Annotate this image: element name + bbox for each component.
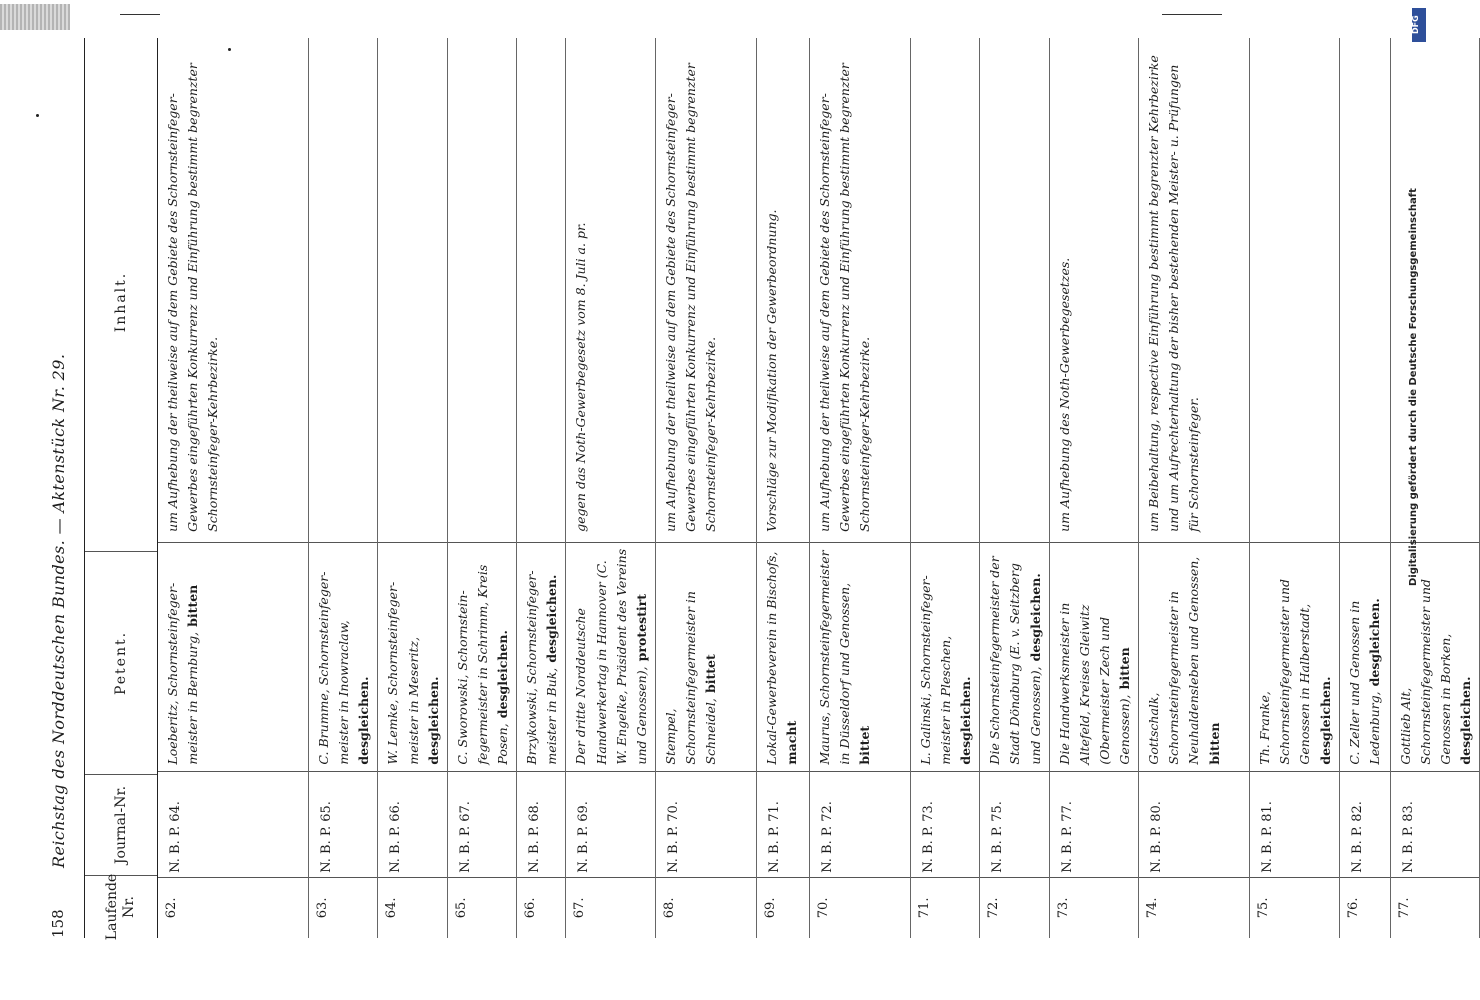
cell-inhalt: [309, 38, 377, 542]
petent-text: W. Lemke, Schornsteinfeger-meister in Meseritz,: [385, 581, 421, 765]
petent-action: protestirt: [633, 594, 649, 662]
petent-text: C. Zeller und Genossen in Ledenburg,: [1346, 600, 1382, 765]
row-number: 73.: [1055, 897, 1071, 919]
petent-text: Die Schornsteinfegermeister der Stadt Dönaburg (E. v. Seitzberg und Genossen),: [987, 556, 1043, 765]
petent-action: bitten: [185, 584, 201, 627]
row-number: 71.: [916, 897, 932, 919]
journal-number: N. B. P. 67.: [457, 801, 473, 873]
table-row: [810, 38, 911, 938]
cell-inhalt: [1250, 38, 1339, 542]
cell-laufende-nr: [1340, 877, 1390, 938]
running-header: [38, 38, 78, 938]
cell-petent: [378, 542, 446, 771]
cell-petent: [1050, 542, 1139, 771]
cell-laufende-nr: [1391, 877, 1480, 938]
cell-journal-nr: [378, 771, 446, 877]
row-number: 66.: [523, 897, 539, 919]
row-number: 72.: [986, 897, 1002, 919]
petent-action: desgleichen.: [356, 676, 372, 765]
col-header-journal-nr: Journal-Nr.: [85, 774, 157, 875]
inhalt-text: um Beibehaltung, respective Einführung bestimmt begrenzter Kehrbezirke und um Aufrechterhaltung der bisher bestehenden Meister- u. Prüfungen für Schornsteinfeger.: [1146, 55, 1202, 532]
cell-petent: [158, 542, 308, 771]
cell-petent: [1250, 542, 1339, 771]
petent-action: desgleichen.: [544, 574, 560, 663]
cell-inhalt: [1391, 38, 1480, 542]
cell-journal-nr: [1050, 771, 1139, 877]
journal-number: N. B. P. 82.: [1349, 801, 1365, 873]
dfg-credit: Digitalisierung gefördert durch die Deutsche Forschungsgemeinschaft: [1408, 188, 1419, 586]
cell-petent: [448, 542, 516, 771]
cell-journal-nr: [1250, 771, 1339, 877]
journal-number: N. B. P. 75.: [990, 801, 1006, 873]
table-header: [84, 38, 158, 941]
petent-action: desgleichen.: [1366, 598, 1382, 687]
cell-journal-nr: [656, 771, 756, 877]
table-row: [378, 38, 447, 938]
cell-petent: [757, 542, 809, 771]
petent-text: C. Brumme, Schornsteinfeger-meister in Inowraclaw,: [316, 571, 352, 765]
petent-action: desgleichen.: [958, 676, 974, 765]
table-row: [517, 38, 566, 938]
row-number: 69.: [762, 897, 778, 919]
journal-number: N. B. P. 68.: [527, 801, 543, 873]
petent-text: Brzykowski, Schornsteinfeger-meister in Buk,: [524, 570, 560, 765]
cell-laufende-nr: [158, 877, 308, 938]
row-number: 70.: [815, 897, 831, 919]
cell-inhalt: [911, 38, 979, 542]
row-number: 68.: [661, 897, 677, 919]
cell-petent: [911, 542, 979, 771]
row-number: 74.: [1145, 897, 1161, 919]
inhalt-text: Vorschläge zur Modifikation der Gewerbeordnung.: [763, 209, 779, 532]
cell-inhalt: [448, 38, 516, 542]
petent-action: macht: [784, 720, 799, 765]
petent-action: bitten: [1206, 722, 1222, 765]
inhalt-text: um Aufhebung der theilweise auf dem Gebiete des Schornsteinfeger-Gewerbes eingeführten Konkurrenz und Einführung bestimmt begrenzter Schornsteinfeger-Kehrbezirke.: [816, 63, 873, 532]
cell-journal-nr: [757, 771, 809, 877]
table-row: [1250, 38, 1340, 938]
petent-text: Die Handwerksmeister in Altefeld, Kreises Gleiwitz (Obermeister Zech und Genossen),: [1056, 602, 1132, 765]
journal-number: N. B. P. 69.: [576, 801, 592, 873]
cell-inhalt: [757, 38, 809, 542]
inhalt-text: um Aufhebung der theilweise auf dem Gebiete des Schornsteinfeger-Gewerbes eingeführten Konkurrenz und Einführung bestimmt begrenzter Schornsteinfeger-Kehrbezirke.: [662, 63, 719, 532]
table-row: [309, 38, 378, 938]
digitization-sidebar: [1408, 0, 1432, 1000]
cell-laufende-nr: [980, 877, 1048, 938]
cell-laufende-nr: [566, 877, 655, 938]
dfg-logo-text: DFG: [1411, 15, 1420, 35]
table-row: [158, 38, 309, 938]
journal-number: N. B. P. 77.: [1059, 801, 1075, 873]
cell-journal-nr: [980, 771, 1048, 877]
row-number: 76.: [1345, 897, 1361, 919]
cell-journal-nr: [1391, 771, 1480, 877]
inhalt-text: um Aufhebung des Noth-Gewerbegesetzes.: [1056, 257, 1072, 532]
cell-laufende-nr: [1250, 877, 1339, 938]
cell-journal-nr: [448, 771, 516, 877]
cell-laufende-nr: [378, 877, 446, 938]
row-number: 63.: [315, 897, 330, 919]
cell-journal-nr: [158, 771, 308, 877]
cell-laufende-nr: [810, 877, 910, 938]
page-number: 158: [49, 909, 67, 938]
petent-text: L. Galinski, Schornsteinfeger-meister in Pleschen,: [917, 575, 953, 765]
table-row: [656, 38, 757, 938]
inhalt-text: um Aufhebung der theilweise auf dem Gebiete des Schornsteinfeger-Gewerbes eingeführten Konkurrenz und Einführung bestimmt begrenzter Schornsteinfeger-Kehrbezirke.: [165, 63, 221, 532]
row-number: 65.: [453, 897, 469, 919]
cell-journal-nr: [309, 771, 377, 877]
cell-laufende-nr: [656, 877, 756, 938]
table-row: [980, 38, 1049, 938]
table-row: [757, 38, 810, 938]
cell-laufende-nr: [911, 877, 979, 938]
petent-action: desgleichen.: [1317, 676, 1333, 765]
cell-journal-nr: [911, 771, 979, 877]
cell-journal-nr: [810, 771, 910, 877]
cell-petent: [1340, 542, 1390, 771]
cell-journal-nr: [1139, 771, 1249, 877]
row-number: 64.: [384, 897, 400, 919]
cell-inhalt: [980, 38, 1048, 542]
petent-action: bittet: [703, 654, 719, 694]
cell-petent: [517, 542, 565, 771]
petent-action: desgleichen.: [425, 676, 441, 765]
cell-inhalt: [158, 38, 308, 542]
petent-text: Lokal-Gewerbeverein in Bischofs,: [763, 551, 779, 765]
cell-inhalt: [810, 38, 910, 542]
cell-journal-nr: [517, 771, 565, 877]
cell-petent: [656, 542, 756, 771]
cell-laufende-nr: [517, 877, 565, 938]
petent-text: Der dritte Norddeutsche Handwerkertag in Hannover (C. W. Engelke, Präsident des Vereins und Genossen),: [573, 548, 649, 765]
journal-number: N. B. P. 72.: [819, 801, 835, 873]
cell-petent: [980, 542, 1048, 771]
cell-petent: [1139, 542, 1249, 771]
row-number: 67.: [572, 897, 588, 919]
petent-text: Maurus, Schornsteinfegermeister in Düsseldorf und Genossen,: [816, 550, 852, 765]
cell-inhalt: [517, 38, 565, 542]
col-header-petent: Petent.: [85, 551, 157, 774]
journal-number: N. B. P. 71.: [766, 801, 782, 873]
petent-text: C. Sworowski, Schornstein-fegermeister in Schrimm, Kreis Posen,: [454, 564, 510, 765]
table-row: [911, 38, 980, 938]
row-number: 62.: [164, 897, 179, 919]
journal-number: N. B. P. 73.: [920, 801, 936, 873]
petent-text: Gottlieb Alt, Schornsteinfegermeister und Genossen in Borken,: [1397, 578, 1453, 765]
table-body: [158, 38, 1480, 938]
row-number: 77.: [1396, 897, 1412, 919]
cell-inhalt: [656, 38, 756, 542]
table-row: [448, 38, 517, 938]
petent-text: Gottschalk, Schornsteinfegermeister in Neuhaldensleben und Genossen,: [1146, 556, 1202, 765]
cell-inhalt: [1340, 38, 1390, 542]
petent-action: bitten: [1117, 647, 1132, 690]
cell-laufende-nr: [448, 877, 516, 938]
journal-number: N. B. P. 70.: [665, 801, 681, 873]
cell-laufende-nr: [309, 877, 377, 938]
cell-journal-nr: [566, 771, 655, 877]
petent-action: bittet: [857, 725, 873, 765]
cell-inhalt: [378, 38, 446, 542]
col-header-laufende-nr: Laufende Nr.: [85, 875, 157, 938]
cell-laufende-nr: [1139, 877, 1249, 938]
journal-number: N. B. P. 80.: [1149, 801, 1165, 873]
cell-inhalt: [1139, 38, 1249, 542]
table-row: [1050, 38, 1140, 938]
journal-number: N. B. P. 83.: [1400, 801, 1416, 873]
petent-text: Th. Franke, Schornsteinfegermeister und Genossen in Halberstadt,: [1257, 578, 1313, 765]
cell-laufende-nr: [757, 877, 809, 938]
col-header-inhalt: Inhalt.: [112, 271, 129, 333]
journal-number: N. B. P. 65.: [319, 801, 334, 873]
journal-number: N. B. P. 66.: [388, 801, 404, 873]
petent-action: desgleichen.: [1027, 573, 1043, 662]
row-number: 75.: [1256, 897, 1272, 919]
petition-table: [84, 38, 1480, 941]
cell-petent: [1391, 542, 1480, 771]
running-head: Reichstag des Norddeutschen Bundes. — Aktenstück Nr. 29.: [48, 353, 68, 868]
table-row: [1391, 38, 1480, 938]
petent-action: desgleichen.: [1458, 676, 1473, 765]
cell-petent: [309, 542, 377, 771]
table-row: [566, 38, 656, 938]
cell-laufende-nr: [1050, 877, 1139, 938]
cell-journal-nr: [1340, 771, 1390, 877]
cell-inhalt: [1050, 38, 1139, 542]
inhalt-text: gegen das Noth-Gewerbegesetz vom 8. Juli a. pr.: [573, 222, 589, 532]
journal-number: N. B. P. 81.: [1260, 801, 1276, 873]
petent-text: Stempel, Schornsteinfegermeister in Schneidel,: [662, 591, 719, 765]
table-row: [1340, 38, 1391, 938]
cell-inhalt: [566, 38, 655, 542]
petent-text: Loeberitz, Schornsteinfeger-meister in Bernburg,: [165, 582, 201, 765]
journal-number: N. B. P. 64.: [168, 801, 183, 873]
cell-petent: [566, 542, 655, 771]
cell-petent: [810, 542, 910, 771]
petent-action: desgleichen.: [495, 630, 510, 719]
table-row: [1139, 38, 1250, 938]
